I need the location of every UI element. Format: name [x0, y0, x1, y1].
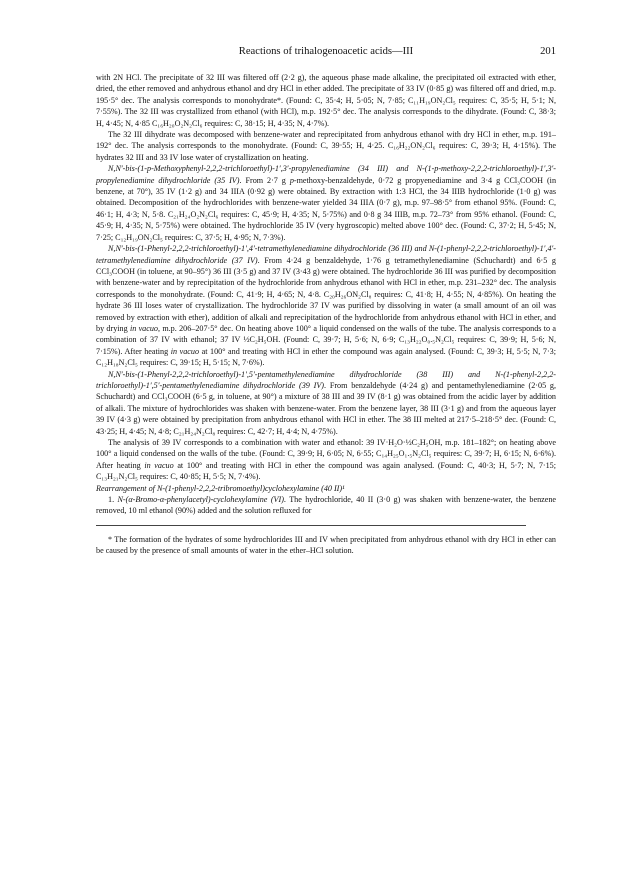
- text-run: 1.: [108, 495, 118, 505]
- italic-text-run: in vacuo: [170, 346, 200, 356]
- body-paragraph: [96, 243, 556, 368]
- footnote: * The formation of the hydrates of some hydrochlorides III and IV when precipitated from anhydrous ethanol with dry HCl in ether can be caused by the presence of small amounts of water in the ether–HCl solution.: [96, 534, 556, 556]
- text-run: The analysis of 39 IV corresponds to a combination with water and ethanol: 39 IV·H₂O·½C₂H₅OH, m.p. 181–182°; on heating above 100° a liquid condensed on the walls of the tube. (Found: C, 39·9; H, 6·05; N, 6·55; C₁₄H₂₅O₁.₅N₂Cl₅ requires: C, 39·7; H, 6·15; N, 6·6%). After heating: [96, 438, 556, 470]
- italic-text-run: in vacuo: [129, 323, 158, 333]
- italic-text-run: N-(1-phenyl-2,2,2-tribromoethyl)cyclohexylamine (40 II)¹: [156, 483, 345, 493]
- text-run: . From benzaldehyde (4·24 g) and pentamethylenediamine (2·05 g, Schuchardt) and CCl₃COOH (6·5 g, in toluene, at 90°) a mixture of 38 III and 39 IV (8·1 g) was obtained from the acidic layer by addition of alkali. The mixture of hydrochlorides was shaken with benzene-water. From the benzene layer, 38 III (3·1 g) and from the aqueous layer 39 IV (4·3 g) were obtained by precipitation from anhydrous ethanol with HCl in ether. The 38 III melted at 217·5–218·5° dec. (Found: C, 43·25; H, 4·45; N, 4·8; C₂₁H₂₄N₂Cl₈ requires: C, 42·7; H, 4·4; N, 4·75%).: [96, 380, 557, 436]
- text-run: . The hydrochloride, 40 II (3·0 g) was shaken with benzene-water, the benzene removed, 10 ml ethanol (90%) added and the solution refluxed for: [96, 495, 557, 516]
- body-paragraph: [96, 437, 556, 483]
- page-number: 201: [540, 46, 556, 57]
- text-run: with 2N HCl. The precipitate of 32 III was filtered off (2·2 g), the aqueous phase made alkaline, the precipitated oil extracted with ether, dried, the ether removed and anhydrous ethanol and dry HCl in ether added. The precipitate of 33 IV (0·85 g) was filtered off and dried, m.p. 195·5° dec. The analysis corresponds to monohydrate*. (Found: C, 35·4; H, 5·05; N, 7·85; C₁₁H₁₉ON₂Cl₅ requires: C, 35·5; H, 5·1; N, 7·55%). The 32 III was crystallized from ethanol (with HCl), m.p. 192·5° dec. The analysis corresponds to the dihydrate. (Found: C, 38·3; H, 4·45; N, 4·85 C₁₆H₂₀O₂N₂Cl₆ requires: C, 38·15; H, 4·35; N, 4·7%).: [96, 73, 556, 128]
- body-paragraph: [96, 494, 556, 517]
- italic-text-run: in vacuo: [144, 460, 174, 470]
- body-paragraph: [96, 72, 556, 129]
- italic-text-run: N,N′-bis-(1-Phenyl-2,2,2-trichloroethyl)-1′,4′-tetramethylenediamine dihydrochloride (36 III) and N-(1-phenyl-2,2,2-trichloroethyl)-1′,4′-tetramethylenediamine dihydrochloride (37 IV): [96, 244, 556, 265]
- text-run: -methoxy-benzaldehyde, 0·72 g propyenediamine and 3·4 g CCl₃COOH (in benzene, at 70°), 35 IV (1·2 g) and 34 IIIA (0·92 g) were obtained. By extraction with 1:3 HCl, the 34 IIIB hydrochloride (1·0 g) was obtained. Decomposition of the hydrochlorides with benzene-water yielded 34 IIIA (0·7 g), m.p. 97–98·5° from ethanol 95%. (Found: C, 46·1; H, 4·3; N, 5·8. C₂₁H₂₄O₂N₂Cl₆ requires: C, 45·9; H, 4·35; N, 5·75%) and 0·8 g 34 IIIB, m.p. 72–73° from 95% ethanol. (Found: C, 45·9; H, 4·35; N, 5·75%) were obtained. The hydrochloride 35 IV (very hygroscopic) melted above 100° dec. (Found: C, 37·2; H, 5·45; N, 7·25; C₁₂H₁₉ON₂Cl₅ requires: C, 37·5; H, 4·95; N, 7·3%).: [96, 175, 557, 242]
- section-heading: [96, 483, 556, 494]
- text-run: . From 4·24 g benzaldehyde, 1·76 g tetramethylenediamine (Schuchardt) and 6·5 g CCl₃COOH (in toluene, at 90–95°) 36 III (3·5 g) and 37 IV (3·43 g) were obtained. The hydrochloride 36 III was purified by decomposition with benzene-water and by reprecipitation of the hydrochloride from anhydrous ethanol with HCl in ether, m.p. 231–232° dec. The analysis corresponds to the monohydrate. (Found: C, 41·9; H, 4·65; N, 4·8. C₂₀H₂₆ON₂Cl₈ requires: C, 41·8; H, 4·55; N, 4·85%). On heating the hydrate 36 III loses water of crystallization. The hydrochloride 37 IV was purified by dissolving in water (a small amount of an oil was removed by extraction with ether), addition of alkali and reprecipitation of the hydrochloride from anhydrous ethanol with HCl in ether, and by drying: [96, 255, 556, 333]
- page-header: [96, 46, 556, 64]
- text-run: at 100° and treating with HCl in ether the compound was again analysed. (Found: C, 40·3; H, 5·7; N, 7·15; C₁₃H₂₁N₂Cl₅ requires: C, 40·85; H, 5·5; N, 7·4%).: [96, 460, 556, 482]
- running-title: Reactions of trihalogenoacetic acids—III: [238, 46, 414, 57]
- footnote-divider: [96, 525, 526, 526]
- text-run: at 100° and treating with HCl in ether the compound was again analysed. (Found: C, 39·3; H, 5·5; N, 7·3; C₁₂H₁₈N₂Cl₅ requires: C, 39·15; H, 5·15; N, 7·6%).: [96, 346, 556, 368]
- body-paragraph: [96, 163, 556, 243]
- italic-text-run: p: [289, 175, 294, 185]
- article-body: [96, 72, 556, 517]
- text-run: . From 2·7 g: [239, 175, 290, 185]
- journal-page: [96, 46, 556, 565]
- text-run: The 32 III dihydrate was decomposed with benzene-water and reprecipitated from anhydrous ethanol with dry HCl in ether, m.p. 191–192° dec. The analysis corresponds to the monohydrate. (Found: C, 39·55; H, 4·25. C₁₆H₂₂ON₂Cl₆ requires: C, 39·3; H, 4·15%). The hydrates 32 III and 33 IV lose water of crystallization on heating.: [96, 130, 556, 162]
- body-paragraph: [96, 369, 556, 437]
- italic-text-run: N,N′-bis-(1-Phenyl-2,2,2-trichloroethyl)-1′,5′-pentamethylenediamine dihydrochloride (38 III) and N-(1-phenyl-2,2,2-trichloroethyl)-1′,5′-pentamethylenediamine dihydrochloride (39 IV): [96, 369, 556, 390]
- body-paragraph: [96, 129, 556, 163]
- italic-text-run: N-(α-Bromo-α-phenylacetyl)-cyclohexylamine (VI): [117, 495, 284, 505]
- italic-text-run: N,N′-bis-(1-p-Methoxyphenyl-2,2,2-trichloroethyl)-1′,3′-propylenediamine (34 III) and N-(1-p-methoxy-2,2,2-trichloroethyl)-1′,3′-propylenediamine dihydrochloride (35 IV): [96, 164, 556, 185]
- italic-text-run: Rearrangement of: [96, 483, 157, 493]
- text-run: , m.p. 206–207·5° dec. On heating above 100° a liquid condensed on the walls of the tube. The analysis corresponds to a combination of 37 IV with ethanol; 37 IV ½C₂H₅OH. (Found: C, 39·7; H, 5·6; N, 6·9; C₁₃H₂₂O₀.₅N₂Cl₅ requires: C, 39·9; H, 5·6; N, 7·15%). After heating: [96, 323, 556, 356]
